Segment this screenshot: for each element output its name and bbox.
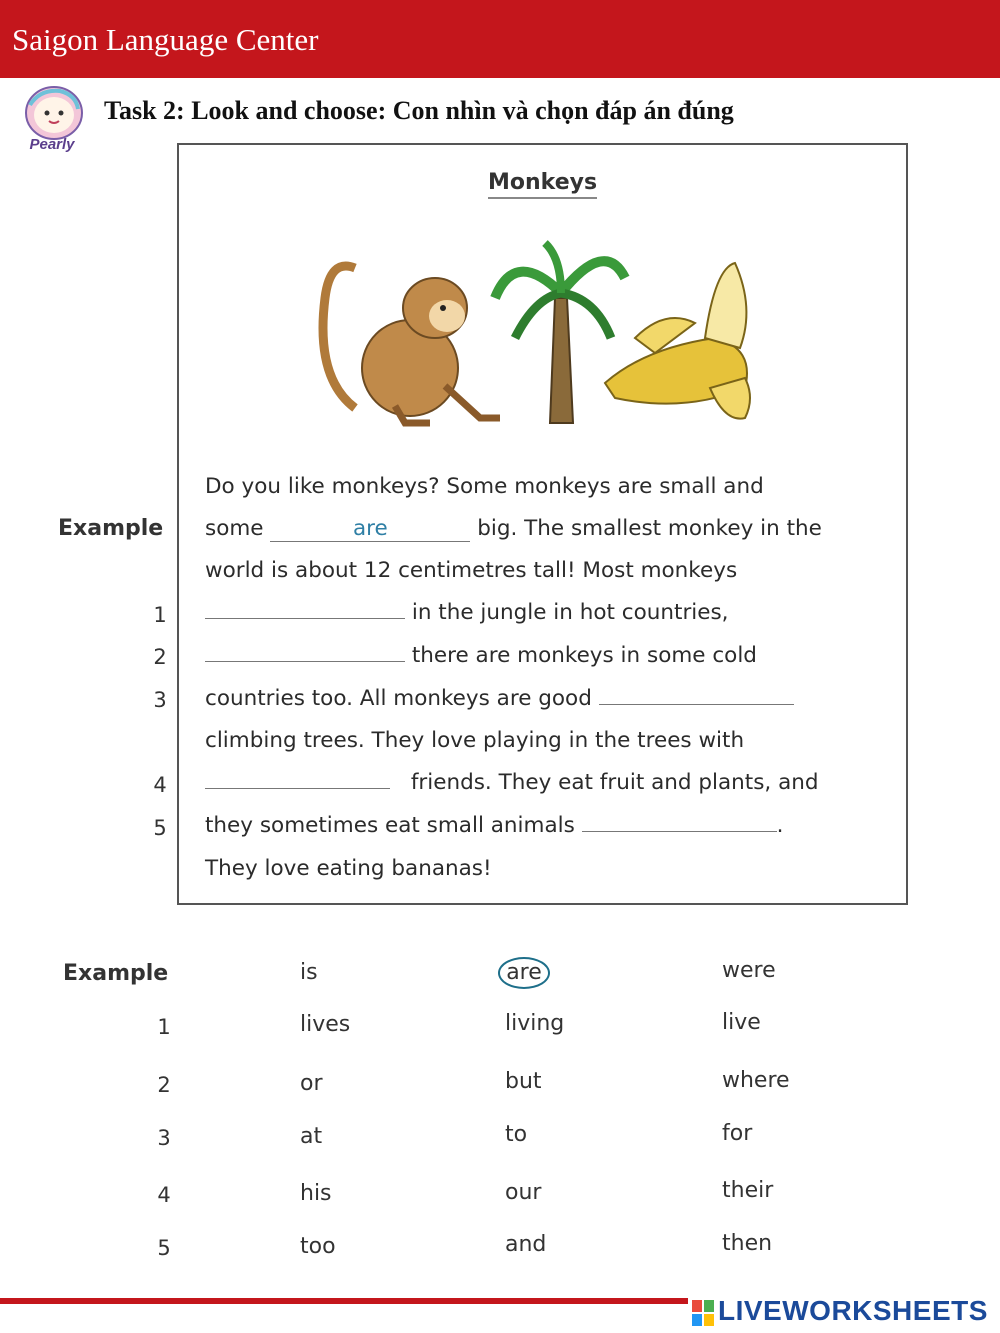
example-answer: are xyxy=(270,516,470,542)
banana-icon xyxy=(605,263,750,419)
options-example-label: Example xyxy=(63,961,169,986)
answer-blank-2[interactable] xyxy=(205,643,405,662)
option-3-c[interactable]: for xyxy=(722,1121,753,1146)
option-1-b[interactable]: living xyxy=(505,1011,565,1036)
story-title: Monkeys xyxy=(488,170,597,199)
story-line: They love eating bananas! xyxy=(205,856,492,881)
option-number-5: 5 xyxy=(157,1236,171,1260)
option-example-b-circled[interactable]: are xyxy=(498,957,550,989)
answer-blank-1[interactable] xyxy=(205,600,405,619)
option-3-b[interactable]: to xyxy=(505,1122,528,1147)
option-example-a[interactable]: is xyxy=(300,960,318,985)
story-line: some are big. The smallest monkey in the xyxy=(205,516,822,541)
task-title: Task 2: Look and choose: Con nhìn và chọn đáp án đúng xyxy=(104,96,734,125)
option-number-3: 3 xyxy=(157,1126,171,1150)
liveworksheets-logo-icon xyxy=(692,1300,716,1326)
answer-blank-5[interactable] xyxy=(582,813,777,832)
pearly-logo xyxy=(16,83,92,153)
option-2-c[interactable]: where xyxy=(722,1068,790,1093)
option-5-c[interactable]: then xyxy=(722,1231,773,1256)
story-line: world is about 12 centimetres tall! Most monkeys xyxy=(205,558,738,583)
story-line: climbing trees. They love playing in the trees with xyxy=(205,728,745,753)
palm-tree-icon xyxy=(495,243,625,423)
liveworksheets-brand[interactable]: LIVEWORKSHEETS xyxy=(718,1295,988,1326)
option-1-a[interactable]: lives xyxy=(300,1012,351,1037)
option-4-a[interactable]: his xyxy=(300,1181,332,1206)
option-number-4: 4 xyxy=(157,1183,171,1207)
option-2-b[interactable]: but xyxy=(505,1069,542,1094)
story-line: Do you like monkeys? Some monkeys are small and xyxy=(205,474,764,499)
answer-blank-4[interactable] xyxy=(205,770,390,789)
illustration-monkey-palm-banana xyxy=(315,238,775,428)
story-line: friends. They eat fruit and plants, and xyxy=(205,770,819,795)
story-example-label: Example xyxy=(58,516,164,541)
story-number-5: 5 xyxy=(153,816,167,840)
option-number-2: 2 xyxy=(157,1073,171,1097)
option-5-b[interactable]: and xyxy=(505,1232,547,1257)
story-line: in the jungle in hot countries, xyxy=(205,600,729,625)
story-line: they sometimes eat small animals . xyxy=(205,813,784,838)
answer-blank-3[interactable] xyxy=(599,686,794,705)
header-title: Saigon Language Center xyxy=(12,22,319,57)
monkey-icon xyxy=(323,266,500,423)
story-line: countries too. All monkeys are good xyxy=(205,686,794,711)
option-2-a[interactable]: or xyxy=(300,1071,323,1096)
option-example-c[interactable]: were xyxy=(722,958,776,983)
option-4-c[interactable]: their xyxy=(722,1178,774,1203)
story-number-2: 2 xyxy=(153,645,167,669)
story-number-1: 1 xyxy=(153,603,167,627)
option-number-1: 1 xyxy=(157,1015,171,1039)
story-line: there are monkeys in some cold xyxy=(205,643,757,668)
header-bar xyxy=(0,0,1000,78)
story-number-3: 3 xyxy=(153,688,167,712)
option-1-c[interactable]: live xyxy=(722,1010,761,1035)
option-5-a[interactable]: too xyxy=(300,1234,336,1259)
story-number-4: 4 xyxy=(153,773,167,797)
option-4-b[interactable]: our xyxy=(505,1180,542,1205)
logo-text: Pearly xyxy=(29,136,75,153)
option-3-a[interactable]: at xyxy=(300,1124,323,1149)
